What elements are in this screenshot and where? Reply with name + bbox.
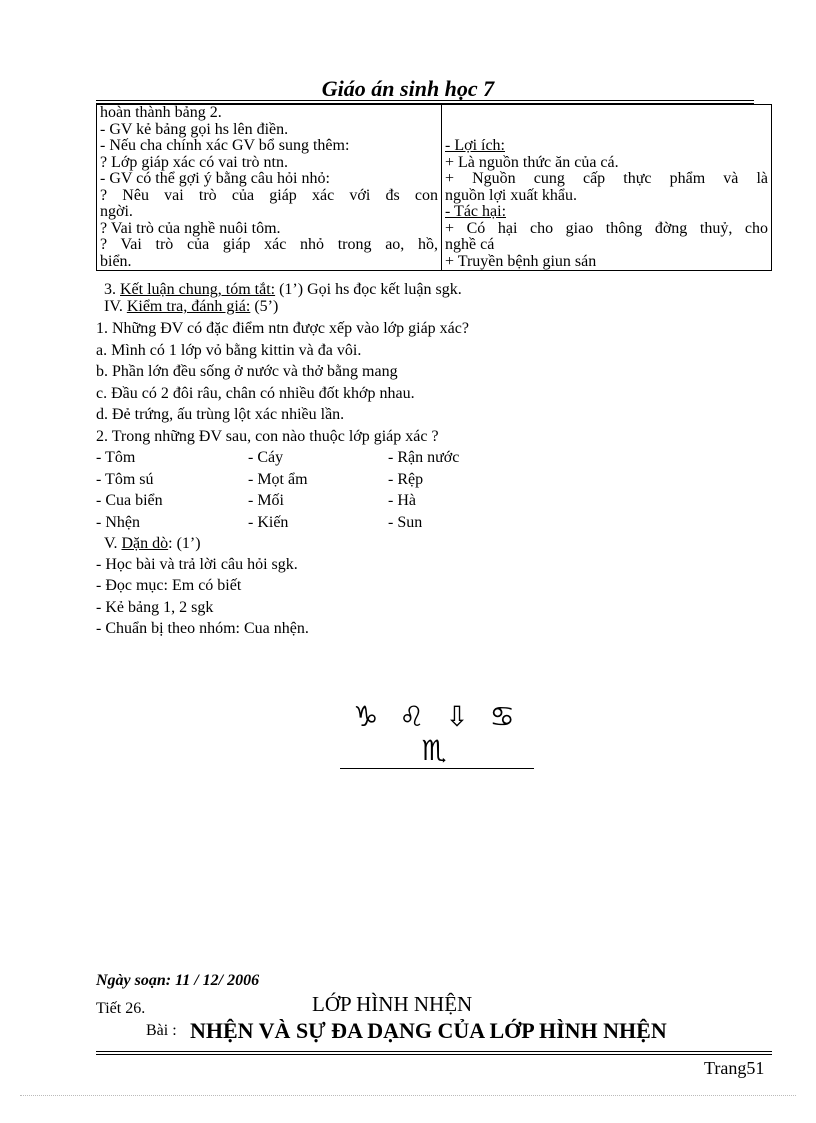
- list-item: - Cáy: [248, 449, 284, 466]
- table-left-line: ? Vai trò của nghề nuôi tôm.: [100, 219, 281, 237]
- option-c: c. Đầu có 2 đôi râu, chân có nhiều đốt khớp nhau.: [96, 385, 415, 402]
- homework-item: - Đọc mục: Em có biết: [96, 577, 242, 594]
- zodiac-ornament: ♑ ♌ ⇩ ♋ ♏: [340, 700, 534, 769]
- table-left-line: hoàn thành bảng 2.: [100, 104, 222, 121]
- table-left-line: ? Vai trò của giáp xác nhỏ trong ao, hồ,: [100, 236, 438, 253]
- list-item: - Tôm: [96, 449, 136, 466]
- list-item: - Kiến: [248, 513, 289, 531]
- homework-item: - Chuẩn bị theo nhóm: Cua nhện.: [96, 620, 309, 637]
- section-3: 3. Kết luận chung, tóm tắt: (1’) Gọi hs đọc kết luận sgk.: [104, 281, 462, 298]
- table-left-line: - Nếu cha chính xác GV bổ sung thêm:: [100, 137, 350, 154]
- table-left-line: biển.: [100, 252, 132, 270]
- preparation-date: Ngày soạn: 11 / 12/ 2006: [96, 972, 260, 989]
- footer-rule: [96, 1054, 772, 1055]
- page-edge-divider: [20, 1095, 796, 1096]
- homework-item: - Kẻ bảng 1, 2 sgk: [96, 599, 214, 616]
- table-left-line: ngời.: [100, 203, 133, 220]
- harm-heading: - Tác hại:: [445, 203, 507, 220]
- list-item: - Hà: [388, 492, 416, 509]
- table-right-line: + Truyền bệnh giun sán: [445, 252, 597, 270]
- page-number: Trang51: [704, 1058, 765, 1078]
- list-item: - Tôm sú: [96, 470, 154, 488]
- animal-column-3: [388, 447, 459, 533]
- table-right-line: nguồn lợi xuất khẩu.: [445, 186, 577, 204]
- animal-column-1: [96, 447, 163, 533]
- list-item: - Nhện: [96, 513, 140, 531]
- table-right-line: nghề cá: [445, 236, 495, 253]
- lesson-title: NHỆN VÀ SỰ ĐA DẠNG CỦA LỚP HÌNH NHỆN: [190, 1018, 667, 1043]
- section-5: V. Dặn dò: (1’): [104, 535, 201, 552]
- question-2: 2. Trong những ĐV sau, con nào thuộc lớp giáp xác ?: [96, 428, 439, 445]
- list-item: - Rệp: [388, 470, 424, 488]
- content-cell: [442, 105, 772, 271]
- lesson-label: Bài :: [146, 1022, 177, 1039]
- animal-column-2: [248, 447, 308, 533]
- table-right-line: [445, 105, 768, 122]
- table-left-line: ? Lớp giáp xác có vai trò ntn.: [100, 153, 288, 171]
- table-right-line: [445, 122, 768, 139]
- table-right-line: + Là nguồn thức ăn của cá.: [445, 153, 619, 171]
- table-right-line: + Nguồn cung cấp thực phẩm và là: [445, 170, 768, 187]
- benefit-heading: - Lợi ích:: [445, 137, 505, 154]
- section-4: IV. Kiểm tra, đánh giá: (5’): [104, 298, 279, 315]
- list-item: - Mối: [248, 492, 284, 509]
- list-item: - Cua biển: [96, 492, 163, 509]
- option-a: a. Mình có 1 lớp vỏ bằng kittin và đa vôi.: [96, 342, 362, 359]
- homework-item: - Học bài và trả lời câu hỏi sgk.: [96, 556, 298, 573]
- question-1: 1. Những ĐV có đặc điểm ntn được xếp vào lớp giáp xác?: [96, 320, 469, 337]
- footer-rule: [96, 1051, 772, 1052]
- table-left-line: ? Nêu vai trò của giáp xác với đs con: [100, 186, 438, 204]
- table-left-line: - GV có thể gợi ý bằng câu hỏi nhỏ:: [100, 170, 330, 187]
- activity-table: [96, 104, 772, 271]
- period-number: Tiết 26.: [96, 1000, 146, 1017]
- list-item: - Mọt ẩm: [248, 470, 308, 488]
- page-header-title: Giáo án sinh học 7: [321, 76, 495, 101]
- list-item: - Rận nước: [388, 449, 460, 466]
- chapter-title: LỚP HÌNH NHỆN: [312, 992, 473, 1016]
- option-b: b. Phần lớn đều sống ở nước và thở bằng mang: [96, 363, 398, 380]
- teacher-activity-cell: [97, 105, 442, 271]
- option-d: d. Đẻ trứng, ấu trùng lột xác nhiều lần.: [96, 406, 345, 423]
- list-item: - Sun: [388, 513, 423, 531]
- table-left-line: - GV kẻ bảng gọi hs lên điền.: [100, 120, 289, 138]
- header-rule: [96, 100, 754, 101]
- table-right-line: + Có hại cho giao thông đờng thuỷ, cho: [445, 219, 768, 237]
